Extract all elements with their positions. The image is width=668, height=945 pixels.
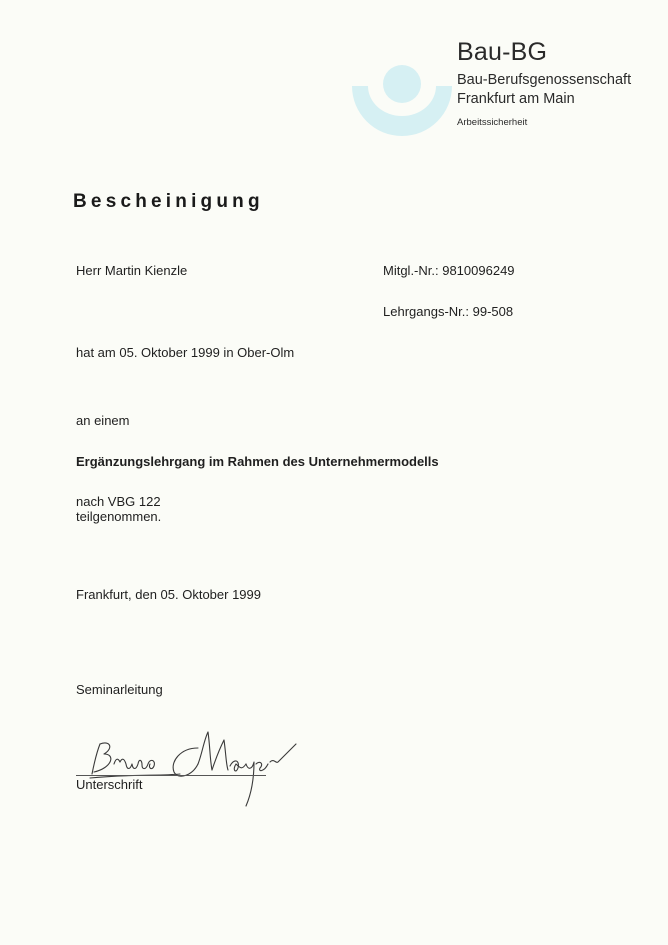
- signature-line: [76, 775, 266, 776]
- member-number: Mitgl.-Nr.: 9810096249: [383, 263, 515, 278]
- course-number: Lehrgangs-Nr.: 99-508: [383, 304, 514, 319]
- bau-bg-logo-icon: [350, 64, 454, 136]
- recipient-name: Herr Martin Kienzle: [76, 263, 188, 278]
- org-department: Arbeitssicherheit: [457, 117, 528, 128]
- intro-line: an einem: [76, 413, 130, 428]
- seminar-lead-label: Seminarleitung: [76, 682, 163, 697]
- date-place-line: hat am 05. Oktober 1999 in Ober-Olm: [76, 345, 295, 360]
- regulation-line: nach VBG 122: [76, 494, 161, 509]
- course-name: Ergänzungslehrgang im Rahmen des Unternehmermodells: [76, 454, 439, 469]
- org-full-name: Bau-Berufsgenossenschaft: [457, 72, 632, 88]
- handwritten-signature-icon: [70, 718, 310, 813]
- participated-line: teilgenommen.: [76, 509, 162, 524]
- document-title: Bescheinigung: [73, 191, 264, 212]
- org-city: Frankfurt am Main: [457, 91, 575, 107]
- org-name: Bau-BG: [457, 38, 548, 66]
- issue-place-date: Frankfurt, den 05. Oktober 1999: [76, 587, 261, 602]
- signature-label: Unterschrift: [76, 777, 143, 792]
